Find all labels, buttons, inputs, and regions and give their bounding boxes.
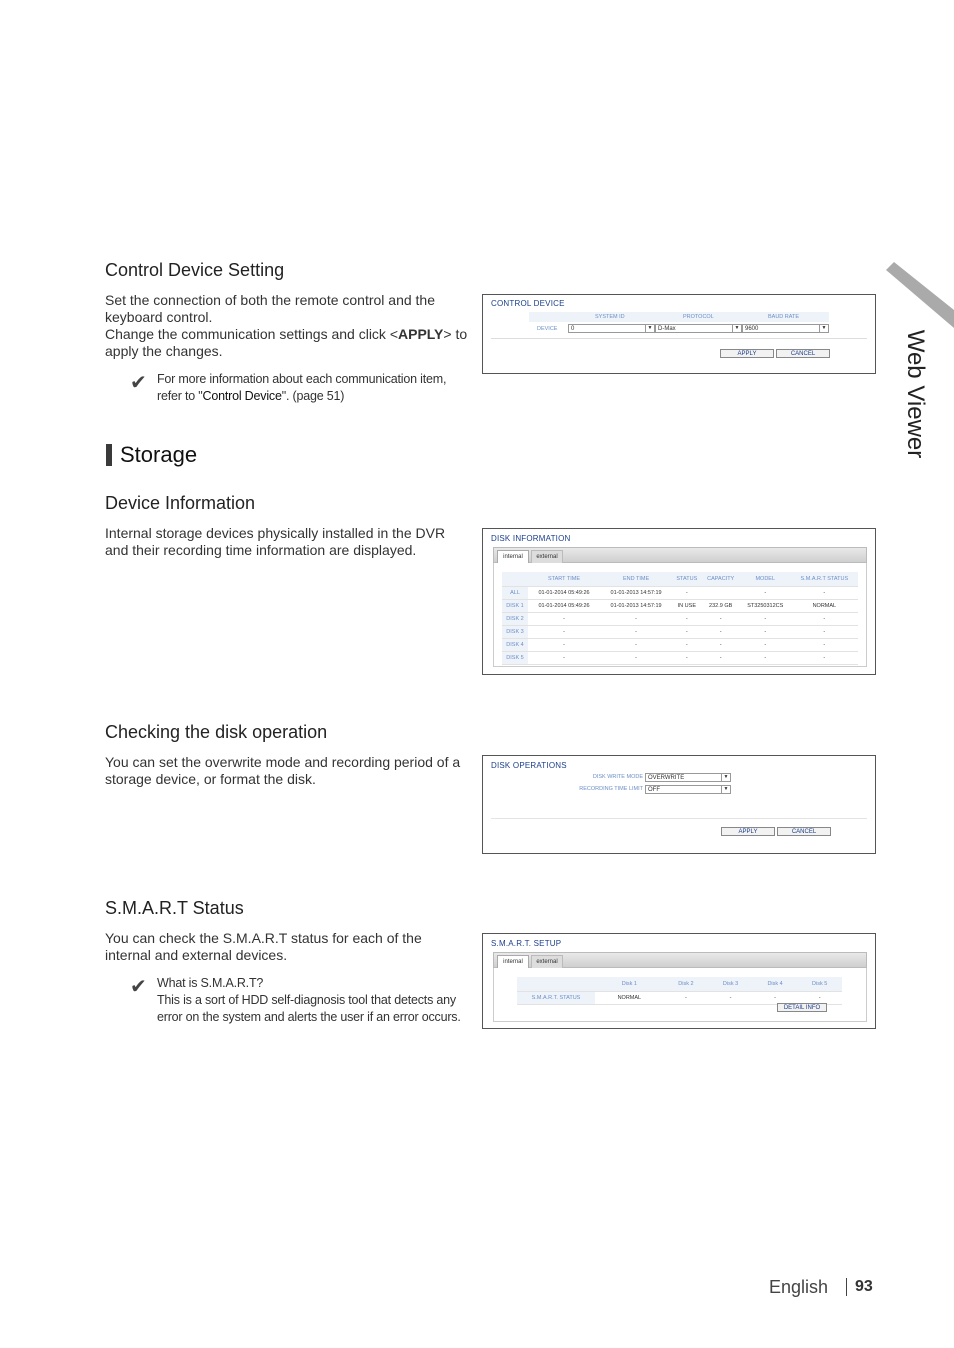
table-cell: - xyxy=(791,626,858,639)
col-disk-4: Disk 4 xyxy=(753,977,798,992)
apply-button[interactable]: APPLY xyxy=(720,349,774,358)
table-cell: - xyxy=(702,626,740,639)
side-tab-label: Web Viewer xyxy=(902,329,929,459)
table-row[interactable] xyxy=(502,600,858,613)
table-cell: 01-01-2013 14:57:19 xyxy=(600,587,672,600)
tab-external[interactable]: external xyxy=(531,955,563,968)
table-row[interactable] xyxy=(502,613,858,626)
table-cell: NORMAL xyxy=(791,600,858,613)
table-cell: 01-01-2014 05:49:26 xyxy=(528,587,600,600)
col-disk-2: Disk 2 xyxy=(664,977,709,992)
table-cell: - xyxy=(791,613,858,626)
table-cell: - xyxy=(528,652,600,665)
disk-write-mode-label: DISK WRITE MODE xyxy=(592,774,643,780)
control-device-screenshot xyxy=(482,294,876,374)
table-header-row xyxy=(517,977,842,992)
disk-write-mode-value: OVERWRITE xyxy=(648,775,685,781)
cancel-button[interactable]: CANCEL xyxy=(777,827,831,836)
divider xyxy=(491,818,867,819)
table-cell: - xyxy=(740,639,791,652)
system-id-value: 0 xyxy=(571,326,575,332)
note-post: ". (page 51) xyxy=(281,389,345,403)
chevron-down-icon: ▼ xyxy=(819,325,828,332)
smart-setup-screenshot xyxy=(482,933,876,1029)
disk-ops-paragraph: You can set the overwrite mode and recording period of a storage device, or format the disk. xyxy=(105,754,461,787)
screenshot-title: CONTROL DEVICE xyxy=(491,299,565,308)
col-disk-3: Disk 3 xyxy=(708,977,753,992)
checkmark-icon: ✔ xyxy=(130,976,147,998)
control-device-paragraph xyxy=(105,292,473,360)
control-device-note xyxy=(157,371,457,405)
row-label: DISK 2 xyxy=(502,613,528,626)
col-start-time: START TIME xyxy=(528,572,600,587)
para2-post: > to apply the changes. xyxy=(105,326,468,359)
baud-rate-value: 9600 xyxy=(745,326,759,332)
apply-button[interactable]: APPLY xyxy=(721,827,775,836)
protocol-value: D-Max xyxy=(658,326,676,332)
table-cell: - xyxy=(708,992,753,1005)
table-cell: - xyxy=(600,613,672,626)
note-bold: Control Device xyxy=(202,389,282,403)
section-bar xyxy=(106,444,112,466)
table-cell: - xyxy=(753,992,798,1005)
page-number: 93 xyxy=(855,1278,873,1295)
detail-info-button[interactable]: DETAIL INFO xyxy=(777,1003,827,1012)
table-header-row xyxy=(502,572,858,587)
table-cell: - xyxy=(672,626,701,639)
smart-paragraph: You can check the S.M.A.R.T status for each of the internal and external devices. xyxy=(105,930,422,963)
table-cell: - xyxy=(672,587,701,600)
col-model: MODEL xyxy=(740,572,791,587)
table-cell: - xyxy=(791,639,858,652)
table-cell xyxy=(702,587,740,600)
para2-pre: Change the communication settings and click < xyxy=(105,326,398,342)
screenshot-title: DISK INFORMATION xyxy=(491,534,571,543)
recording-time-limit-label: RECORDING TIME LIMIT xyxy=(579,786,643,792)
col-disk-1: Disk 1 xyxy=(595,977,664,992)
col-status: STATUS xyxy=(672,572,701,587)
col-smart-status: S.M.A.R.T STATUS xyxy=(791,572,858,587)
row-label: S.M.A.R.T. STATUS xyxy=(517,992,595,1005)
tab-internal[interactable]: internal xyxy=(497,955,529,968)
chevron-down-icon: ▼ xyxy=(721,774,730,781)
storage-title: Storage xyxy=(120,442,198,467)
divider xyxy=(491,338,867,339)
control-device-heading: Control Device Setting xyxy=(105,260,285,280)
table-cell: - xyxy=(740,587,791,600)
corner-cell xyxy=(517,977,595,992)
table-cell: - xyxy=(600,639,672,652)
table-cell: - xyxy=(528,639,600,652)
table-cell: 232.9 GB xyxy=(702,600,740,613)
smart-note-title: What is S.M.A.R.T? xyxy=(157,976,264,990)
row-label: DISK 5 xyxy=(502,652,528,665)
tab-bar xyxy=(493,952,867,968)
smart-note-body: This is a sort of HDD self-diagnosis tool that detects any error on the system and alerts the user if an error occurs. xyxy=(157,993,461,1024)
row-label: ALL xyxy=(502,587,528,600)
table-row[interactable] xyxy=(502,587,858,600)
control-device-para2 xyxy=(105,326,473,360)
table-cell: - xyxy=(797,992,842,1005)
col-disk-5: Disk 5 xyxy=(797,977,842,992)
disk-write-mode-select[interactable] xyxy=(645,773,731,782)
table-cell: - xyxy=(664,992,709,1005)
table-cell: - xyxy=(740,626,791,639)
table-cell: - xyxy=(740,652,791,665)
disk-operations-screenshot xyxy=(482,755,876,854)
chevron-down-icon: ▼ xyxy=(721,786,730,793)
table-cell: - xyxy=(600,652,672,665)
table-cell: IN USE xyxy=(672,600,701,613)
disk-information-screenshot xyxy=(482,528,876,675)
table-cell: - xyxy=(791,652,858,665)
chevron-down-icon: ▼ xyxy=(645,325,654,332)
table-cell: - xyxy=(791,587,858,600)
table-row[interactable] xyxy=(502,626,858,639)
header-system-id: SYSTEM ID xyxy=(595,314,625,320)
table-cell: - xyxy=(672,652,701,665)
smart-table xyxy=(517,977,842,1005)
screenshot-title: DISK OPERATIONS xyxy=(491,761,567,770)
note-pre: For more information about each communication item, refer to " xyxy=(157,372,447,403)
footer-divider xyxy=(846,1278,847,1296)
tab-external[interactable]: external xyxy=(531,550,563,563)
table-cell: 01-01-2013 14:57:19 xyxy=(600,600,672,613)
smart-heading: S.M.A.R.T Status xyxy=(105,898,244,918)
table-cell: - xyxy=(672,639,701,652)
recording-time-limit-value: OFF xyxy=(648,787,660,793)
table-cell: - xyxy=(702,639,740,652)
table-cell: - xyxy=(702,652,740,665)
screenshot-title: S.M.A.R.T. SETUP xyxy=(491,939,562,948)
table-cell: - xyxy=(528,613,600,626)
table-cell: - xyxy=(702,613,740,626)
disk-info-table xyxy=(502,572,858,665)
table-cell: NORMAL xyxy=(595,992,664,1005)
protocol-select[interactable] xyxy=(655,324,742,333)
system-id-select[interactable] xyxy=(568,324,655,333)
row-label: DISK 3 xyxy=(502,626,528,639)
table-cell: ST3250312CS xyxy=(740,600,791,613)
device-info-heading: Device Information xyxy=(105,493,256,513)
footer-language: English xyxy=(769,1277,829,1297)
tab-bar xyxy=(493,547,867,563)
header-baud-rate: BAUD RATE xyxy=(768,314,800,320)
disk-ops-heading: Checking the disk operation xyxy=(105,722,328,742)
baud-rate-select[interactable] xyxy=(742,324,829,333)
recording-time-limit-select[interactable] xyxy=(645,785,731,794)
row-label: DISK 1 xyxy=(502,600,528,613)
smart-note xyxy=(157,975,469,1026)
row-label-device: DEVICE xyxy=(537,326,558,332)
table-cell: - xyxy=(528,626,600,639)
cancel-button[interactable]: CANCEL xyxy=(776,349,830,358)
apply-emphasis: APPLY xyxy=(398,326,444,342)
row-label: DISK 4 xyxy=(502,639,528,652)
device-info-paragraph: Internal storage devices physically installed in the DVR and their recording time information are displayed. xyxy=(105,525,446,558)
checkmark-icon: ✔ xyxy=(130,372,147,394)
corner-cell xyxy=(502,572,528,587)
table-cell: 01-01-2014 05:49:26 xyxy=(528,600,600,613)
tab-internal[interactable]: internal xyxy=(497,550,529,563)
control-device-para1: Set the connection of both the remote control and the keyboard control. xyxy=(105,292,435,325)
table-cell: - xyxy=(600,626,672,639)
chevron-down-icon: ▼ xyxy=(732,325,741,332)
header-protocol: PROTOCOL xyxy=(683,314,714,320)
col-capacity: CAPACITY xyxy=(702,572,740,587)
col-end-time: END TIME xyxy=(600,572,672,587)
table-cell: - xyxy=(740,613,791,626)
table-cell: - xyxy=(672,613,701,626)
table-row[interactable] xyxy=(502,639,858,652)
table-row[interactable] xyxy=(502,652,858,665)
